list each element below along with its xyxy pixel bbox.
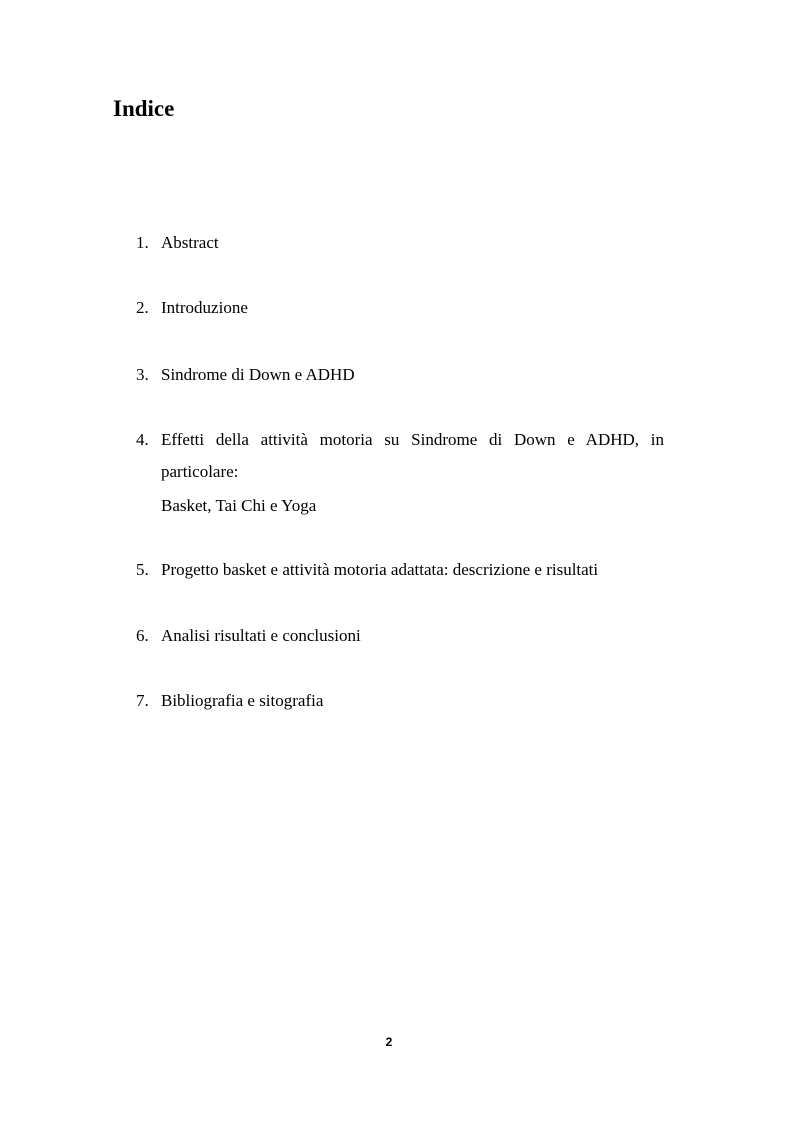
toc-item-progetto-basket: [136, 554, 664, 586]
toc-item-label: Bibliografia e sitografia: [161, 691, 324, 710]
toc-item-sindrome-di-down: [136, 359, 664, 391]
toc-item-number: 6.: [136, 626, 149, 645]
toc-item-label: Progetto basket e attività motoria adattata: descrizione e risultati: [161, 560, 599, 579]
toc-item-number: 4.: [136, 430, 149, 449]
page-number: 2: [385, 1035, 393, 1049]
toc-item-label: Effetti della attività motoria su Sindrome di Down e ADHD, in particolare:: [161, 430, 664, 481]
toc-item-sublabel: Basket, Tai Chi e Yoga: [161, 496, 317, 515]
toc-item-number: 3.: [136, 365, 149, 384]
toc-item-number: 5.: [136, 560, 149, 579]
toc-item-abstract: [136, 227, 664, 259]
toc-item-effetti-attivita-motoria: [136, 424, 664, 522]
toc-item-number: 7.: [136, 691, 149, 710]
toc-item-label: Abstract: [161, 233, 219, 252]
toc-item-analisi-risultati: [136, 620, 664, 652]
toc-item-number: 1.: [136, 233, 149, 252]
toc-item-label: Introduzione: [161, 298, 248, 317]
toc-item-introduzione: [136, 292, 664, 324]
toc-item-number: 2.: [136, 298, 149, 317]
toc-item-label: Sindrome di Down e ADHD: [161, 365, 355, 384]
page-title: Indice: [113, 96, 175, 121]
toc-item-bibliografia: [136, 685, 664, 717]
toc-item-label: Analisi risultati e conclusioni: [161, 626, 361, 645]
